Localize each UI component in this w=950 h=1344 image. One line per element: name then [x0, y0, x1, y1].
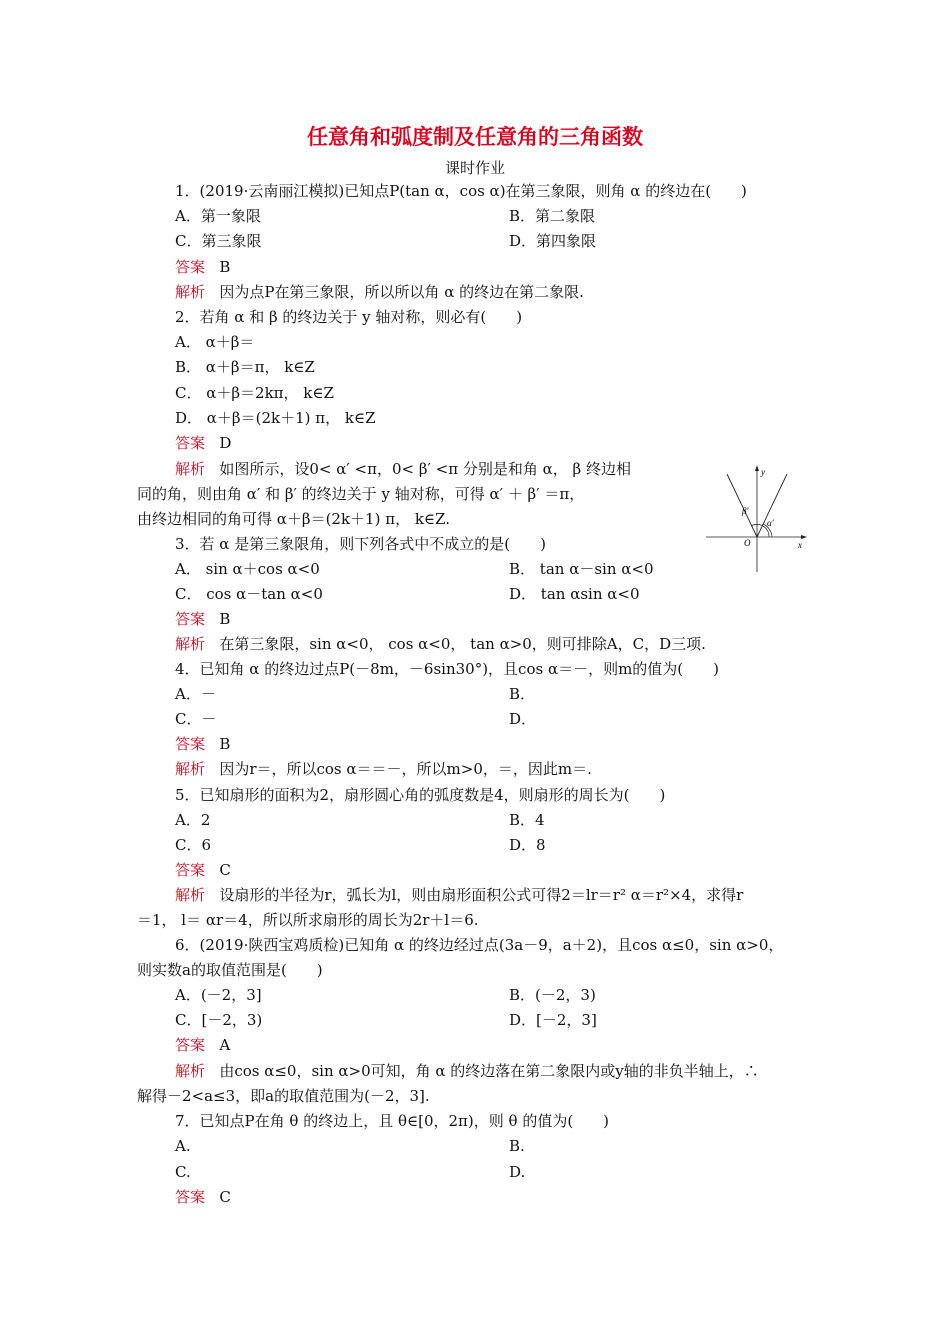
- explain-label: 解析: [175, 760, 206, 778]
- q2-answer: [175, 433, 231, 453]
- question-1: 1．(2019·云南丽江模拟)已知点P(tan α，cos α)在第三象限，则角 α 的终边在( ): [175, 182, 747, 200]
- q1-option-d: D．第四象限: [509, 232, 597, 250]
- answer-label: 答案: [175, 1188, 206, 1206]
- q5-explanation-line-1: [175, 885, 743, 905]
- explain-label: 解析: [175, 635, 206, 653]
- explanation-text: 如图所示，设0< α′ <π，0< β′ <π 分别是和角 α， β 终边相: [219, 460, 631, 478]
- question-6-line-1: 6．(2019·陕西宝鸡质检)已知角 α 的终边经过点(3a－9，a＋2)，且cos α≤0，sin α>0，: [175, 936, 784, 954]
- q2-option-c: C． α＋β＝2kπ， k∈Z: [175, 384, 334, 402]
- page-subtitle: 课时作业: [444, 159, 505, 177]
- q7-answer: [175, 1187, 231, 1207]
- y-axis-label: y: [761, 467, 765, 477]
- explanation-text: 由cos α≤0，sin α>0可知，角 α 的终边落在第二象限内或y轴的非负半轴上，∴: [219, 1062, 759, 1080]
- q6-explanation-line-1: [175, 1061, 759, 1081]
- explain-label: 解析: [175, 460, 206, 478]
- q6-option-a: A．(－2，3]: [175, 986, 262, 1004]
- q7-option-a: A.: [175, 1137, 191, 1155]
- q2-option-a: A． α＋β＝: [175, 333, 255, 351]
- q1-option-b: B．第二象限: [509, 207, 596, 225]
- q3-option-a: A． sin α＋cos α<0: [175, 560, 320, 578]
- answer-label: 答案: [175, 735, 206, 753]
- x-axis-label: x: [798, 540, 802, 550]
- q2-option-b: B． α＋β＝π， k∈Z: [175, 358, 315, 376]
- answer-value: A: [219, 1036, 231, 1054]
- q4-answer: [175, 734, 230, 754]
- answer-label: 答案: [175, 1036, 206, 1054]
- q4-option-a: A．－: [175, 685, 216, 703]
- q4-explanation: [175, 759, 592, 779]
- origin-label: O: [744, 538, 751, 548]
- answer-value: B: [219, 258, 231, 276]
- q2-option-d: D． α＋β＝(2k＋1) π， k∈Z: [175, 409, 376, 427]
- q5-option-d: D．8: [509, 836, 546, 854]
- explanation-text: 因为点P在第三象限，所以所以角 α 的终边在第二象限.: [219, 283, 584, 301]
- q5-option-b: B．4: [509, 811, 545, 829]
- q6-option-c: C．[－2，3): [175, 1011, 263, 1029]
- q3-option-d: D． tan αsin α<0: [509, 585, 640, 603]
- q3-option-b: B． tan α－sin α<0: [509, 560, 654, 578]
- angle-diagram: [706, 462, 808, 574]
- q7-option-d: D.: [509, 1163, 526, 1181]
- question-6-line-2: 则实数a的取值范围是( ): [137, 961, 323, 979]
- question-7: 7．已知点P在角 θ 的终边上，且 θ∈[0，2π)，则 θ 的值为( ): [175, 1112, 610, 1130]
- y-axis-arrow: [755, 465, 759, 471]
- question-2: 2．若角 α 和 β 的终边关于 y 轴对称，则必有( ): [175, 308, 523, 326]
- question-3: 3．若 α 是第三象限角，则下列各式中不成立的是( ): [175, 535, 546, 553]
- q5-answer: [175, 860, 231, 880]
- q2-explanation-line-2: 同的角，则由角 α′ 和 β′ 的终边关于 y 轴对称，可得 α′ ＋ β′ ＝π，: [137, 485, 585, 503]
- explain-label: 解析: [175, 283, 206, 301]
- q7-option-b: B.: [509, 1137, 525, 1155]
- explain-label: 解析: [175, 1062, 206, 1080]
- q3-explanation: [175, 634, 706, 654]
- q4-option-c: C．－: [175, 710, 217, 728]
- q6-option-b: B．(－2，3): [509, 986, 596, 1004]
- q3-option-c: C． cos α－tan α<0: [175, 585, 323, 603]
- q1-option-a: A．第一象限: [175, 207, 261, 225]
- explanation-text: 在第三象限，sin α<0， cos α<0， tan α>0，则可排除A，C，D三项.: [219, 635, 706, 653]
- q5-explanation-line-2: ＝1， l＝ αr＝4，所以所求扇形的周长为2r＋l＝6.: [137, 911, 479, 929]
- answer-value: B: [219, 735, 231, 753]
- q3-answer: [175, 609, 230, 629]
- q2-explanation-line-1: [175, 459, 631, 479]
- x-axis-arrow: [801, 535, 807, 539]
- answer-label: 答案: [175, 434, 206, 452]
- question-4: 4．已知角 α 的终边过点P(－8m，－6sin30°)，且cos α＝－，则m的值为( ): [175, 660, 720, 678]
- q5-option-a: A．2: [175, 811, 211, 829]
- q4-option-b: B．: [509, 685, 536, 703]
- q1-explanation: [175, 282, 584, 302]
- alpha-label: α′: [767, 518, 774, 528]
- question-5: 5．已知扇形的面积为2，扇形圆心角的弧度数是4，则扇形的周长为( ): [175, 786, 666, 804]
- explain-label: 解析: [175, 886, 206, 904]
- q6-answer: [175, 1035, 230, 1055]
- answer-value: B: [219, 610, 231, 628]
- explanation-text: 因为r＝，所以cos α＝＝－，所以m>0，＝，因此m＝.: [219, 760, 592, 778]
- answer-label: 答案: [175, 861, 206, 879]
- answer-label: 答案: [175, 610, 206, 628]
- beta-label: β′: [742, 506, 749, 516]
- q1-answer: [175, 257, 230, 277]
- answer-value: C: [219, 861, 231, 879]
- q6-option-d: D．[－2，3]: [509, 1011, 597, 1029]
- answer-label: 答案: [175, 258, 206, 276]
- answer-value: C: [219, 1188, 231, 1206]
- q4-option-d: D．: [509, 710, 537, 728]
- q6-explanation-line-2: 解得－2<a≤3，即a的取值范围为(－2，3].: [137, 1087, 430, 1105]
- page-title: 任意角和弧度制及任意角的三角函数: [307, 125, 643, 149]
- q7-option-c: C.: [175, 1163, 191, 1181]
- q5-option-c: C．6: [175, 836, 212, 854]
- answer-value: D: [219, 434, 232, 452]
- q1-option-c: C．第三象限: [175, 232, 262, 250]
- explanation-text: 设扇形的半径为r，弧长为l，则由扇形面积公式可得2＝lr＝r² α＝r²×4，求得r: [219, 886, 744, 904]
- q2-explanation-line-3: 由终边相同的角可得 α＋β＝(2k＋1) π， k∈Z.: [137, 510, 450, 528]
